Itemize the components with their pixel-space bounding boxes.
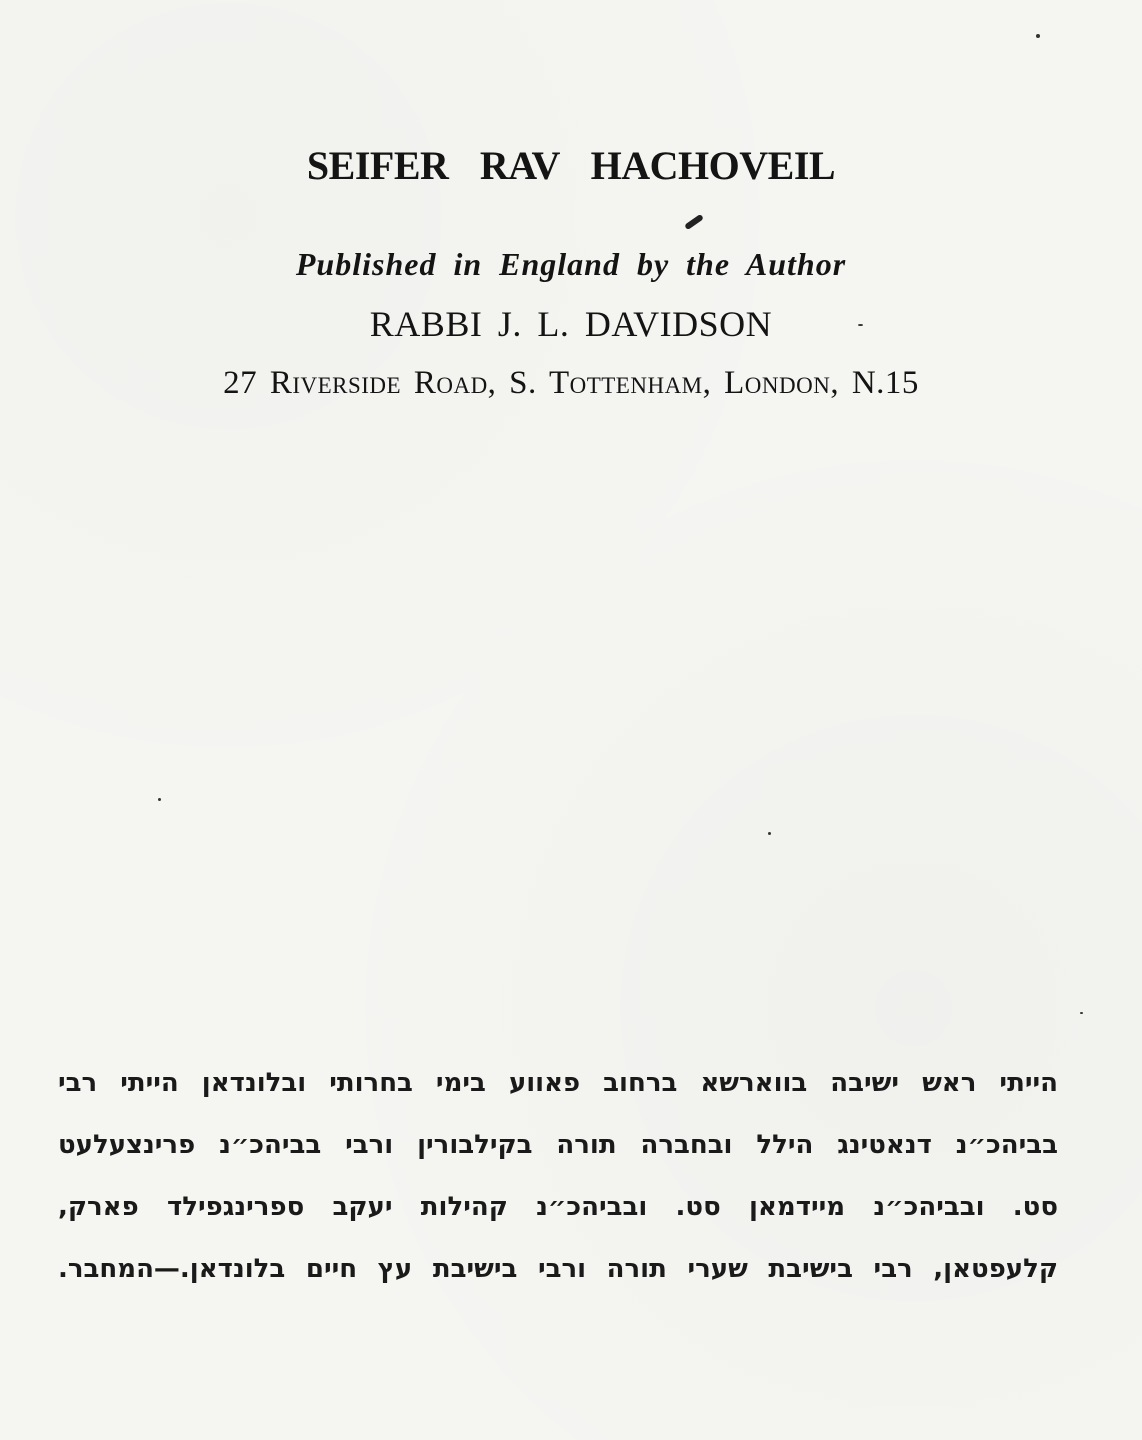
paper-speck: [158, 798, 161, 801]
book-title: SEIFER RAV HACHOVEIL: [306, 143, 836, 188]
hebrew-note-line: סט. ובביהכ״נ מיידמאן סט. ובביהכ״נ קהילות יעקב ספרינגפילד פארק,: [58, 1192, 1058, 1222]
ink-mark: [684, 214, 704, 230]
paper-speck: [1036, 34, 1040, 38]
publisher-line: Published in England by the Author: [295, 246, 847, 282]
hebrew-note-line: קלעפטאן, רבי בישיבת שערי תורה ורבי בישיבת עץ חיים בלונדאן.—המחבר.: [58, 1254, 1058, 1284]
hebrew-author-note: [58, 1052, 1058, 1300]
paper-speck: [1080, 1012, 1083, 1014]
paper-speck: [768, 832, 771, 835]
paper-speck: [858, 324, 863, 326]
author-name: RABBI J. L. DAVIDSON: [369, 304, 773, 344]
hebrew-note-line: הייתי ראש ישיבה בווארשא ברחוב פאווע בימי בחרותי ובלונדאן הייתי רבי: [58, 1068, 1058, 1098]
hebrew-note-line: בביהכ״נ דנאטינג הילל ובחברה תורה בקילבורין ורבי בביהכ״נ פרינצעלעט: [58, 1130, 1058, 1160]
author-address: 27 Riverside Road, S. Tottenham, London, N.15: [223, 365, 919, 401]
